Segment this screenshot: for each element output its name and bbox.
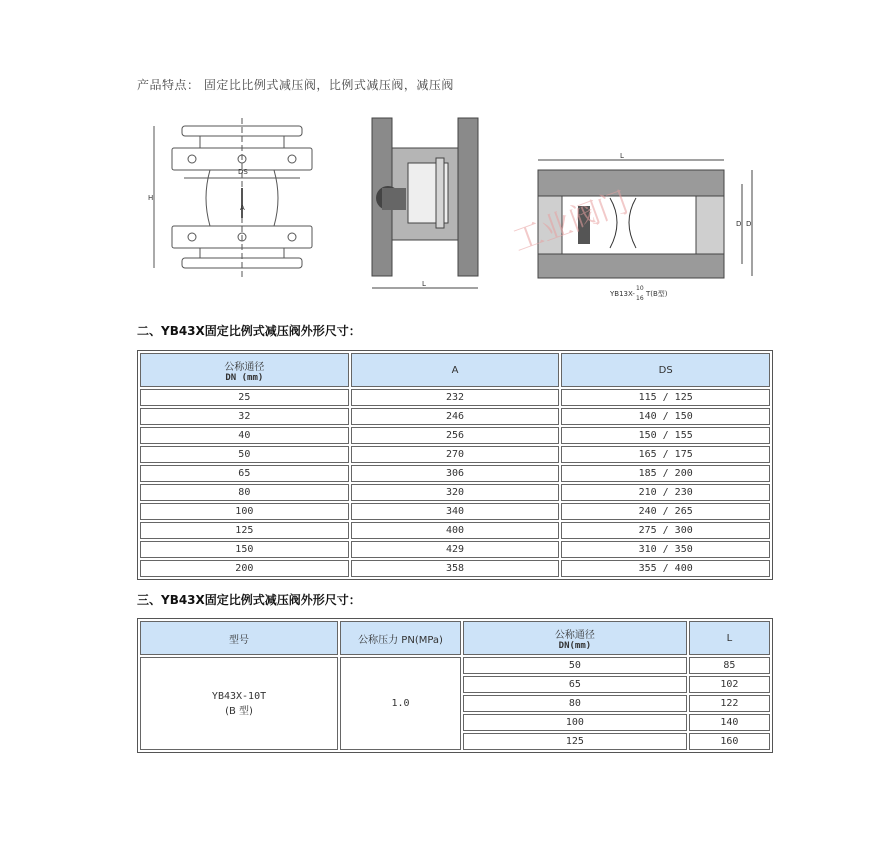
table1-cell-ds: 165 / 175: [561, 446, 770, 463]
table1-cell-ds: 240 / 265: [561, 503, 770, 520]
table1-cell-a: 429: [351, 541, 560, 558]
table2-body: [140, 657, 770, 750]
fig2-l-label: L: [422, 280, 426, 288]
table1-heading: 二、YB43X固定比例式减压阀外形尺寸：: [137, 324, 361, 338]
table2-cell-dn: 80: [463, 695, 687, 712]
fig3-caption-tail: T(B型): [646, 290, 668, 298]
table1-cell-a: 256: [351, 427, 560, 444]
fig3-caption: YB13X-: [610, 290, 635, 298]
table2-heading: 三、YB43X固定比例式减压阀外形尺寸：: [137, 593, 361, 607]
watermark-text: 工业阀门: [508, 184, 634, 259]
fig1-a-label: A: [240, 204, 245, 212]
table1-cell-a: 246: [351, 408, 560, 425]
product-features: 产品特点： 固定比比例式减压阀，比例式减压阀，减压阀: [137, 78, 454, 92]
table1-cell-a: 232: [351, 389, 560, 406]
table2-cell-l: 122: [689, 695, 770, 712]
table2-header-l: L: [689, 621, 770, 655]
fig3-d2-label: D: [746, 220, 752, 228]
fig1-ds-label: DS: [238, 168, 248, 176]
fig1-h-label: H: [148, 194, 154, 202]
table1-cell-ds: 275 / 300: [561, 522, 770, 539]
table1-cell-a: 320: [351, 484, 560, 501]
table2-header-dn-line1: 公称通径: [554, 629, 595, 641]
table1-cell-dn: 150: [140, 541, 349, 558]
table1-cell-a: 306: [351, 465, 560, 482]
table1-row: [140, 560, 770, 577]
table2-cell-dn: 100: [463, 714, 687, 731]
table2-cell-l: 85: [689, 657, 770, 674]
fig3-frac-top: 10: [636, 285, 644, 292]
table1-cell-dn: 80: [140, 484, 349, 501]
table1-cell-a: 270: [351, 446, 560, 463]
table1-cell-ds: 310 / 350: [561, 541, 770, 558]
table2-model-name: YB43X-10T: [211, 690, 267, 702]
figure-1-side-view: [154, 118, 312, 278]
table1-cell-dn: 32: [140, 408, 349, 425]
table2-model-type: (B 型): [225, 705, 253, 717]
table1-row: [140, 541, 770, 558]
figure-2-section-view: [372, 118, 478, 288]
table1-row: [140, 427, 770, 444]
table1-header-dn: [140, 353, 349, 387]
table1-row: [140, 389, 770, 406]
table1-cell-a: 400: [351, 522, 560, 539]
table2-cell-l: 102: [689, 676, 770, 693]
table1-cell-ds: 150 / 155: [561, 427, 770, 444]
table1-cell-dn: 200: [140, 560, 349, 577]
table1-row: [140, 446, 770, 463]
table1-cell-dn: 40: [140, 427, 349, 444]
table2-row: [140, 657, 770, 674]
table1-cell-a: 358: [351, 560, 560, 577]
table1-row: [140, 465, 770, 482]
table1-cell-dn: 125: [140, 522, 349, 539]
table1-header-dn-line2: DN (mm): [225, 372, 264, 383]
table1-cell-ds: 355 / 400: [561, 560, 770, 577]
table1-row: [140, 503, 770, 520]
table1-header-ds: DS: [561, 353, 770, 387]
table2-cell-dn: 50: [463, 657, 687, 674]
table1-cell-ds: 185 / 200: [561, 465, 770, 482]
table1-cell-dn: 25: [140, 389, 349, 406]
table2-cell-l: 160: [689, 733, 770, 750]
table1-cell-ds: 210 / 230: [561, 484, 770, 501]
fig3-d1-label: D: [736, 220, 742, 228]
table1-cell-ds: 115 / 125: [561, 389, 770, 406]
table2-header-dn-line2: DN(mm): [558, 640, 592, 651]
table1-cell-ds: 140 / 150: [561, 408, 770, 425]
table2-dimensions: [137, 618, 773, 753]
table1-cell-a: 340: [351, 503, 560, 520]
table2-cell-dn: 125: [463, 733, 687, 750]
table2-header-model: 型号: [140, 621, 338, 655]
table1-header-a: A: [351, 353, 560, 387]
table1-row: [140, 484, 770, 501]
table1-row: [140, 408, 770, 425]
table2-cell-pn: 1.0: [340, 657, 461, 750]
table1-body: [140, 389, 770, 577]
table2-cell-model: [140, 657, 338, 750]
fig3-l-label: L: [620, 152, 624, 160]
table1-dimensions: [137, 350, 773, 580]
table2-cell-l: 140: [689, 714, 770, 731]
table1-cell-dn: 50: [140, 446, 349, 463]
table1-header-dn-line1: 公称通径: [224, 361, 265, 373]
fig3-frac-bottom: 16: [636, 295, 644, 302]
table1-row: [140, 522, 770, 539]
table2-header-pn: 公称压力 PN(MPa): [340, 621, 461, 655]
table2-cell-dn: 65: [463, 676, 687, 693]
table2-header-dn: [463, 621, 687, 655]
table1-cell-dn: 65: [140, 465, 349, 482]
table1-cell-dn: 100: [140, 503, 349, 520]
valve-drawings: [140, 108, 780, 308]
